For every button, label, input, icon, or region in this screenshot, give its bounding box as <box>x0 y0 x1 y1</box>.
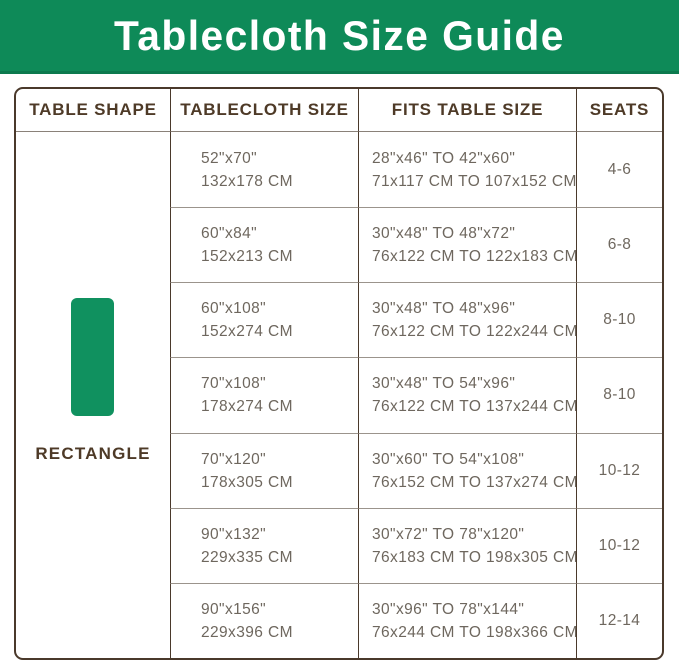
seats-cell <box>576 132 662 207</box>
fits-inches: 30"x48" TO 48"x72" <box>372 225 516 243</box>
tablecloth-size-cell <box>170 357 358 432</box>
fits-inches: 30"x48" TO 48"x96" <box>372 300 516 318</box>
rectangle-shape-icon <box>71 298 114 416</box>
fits-table-size-cell <box>358 508 576 583</box>
fits-inches: 30"x48" TO 54"x96" <box>372 375 516 393</box>
header-table-shape: TABLE SHAPE <box>16 89 170 132</box>
size-inches: 70"x120" <box>201 450 267 468</box>
header-tablecloth-size: TABLECLOTH SIZE <box>170 89 358 132</box>
seats-cell <box>576 357 662 432</box>
seats-cell <box>576 433 662 508</box>
fits-cm: 76x122 CM TO 122x244 CM <box>372 323 578 341</box>
size-cm: 229x396 CM <box>201 623 293 641</box>
fits-cm: 76x122 CM TO 137x244 CM <box>372 398 578 416</box>
fits-inches: 30"x60" TO 54"x108" <box>372 450 525 468</box>
size-cm: 132x178 CM <box>201 172 293 190</box>
seats-value: 8-10 <box>603 311 636 329</box>
size-inches: 60"x84" <box>201 225 258 243</box>
fits-table-size-cell <box>358 282 576 357</box>
tablecloth-size-cell <box>170 583 358 658</box>
seats-cell <box>576 508 662 583</box>
size-cm: 152x274 CM <box>201 323 293 341</box>
tablecloth-size-cell <box>170 433 358 508</box>
seats-value: 6-8 <box>607 236 632 254</box>
seats-cell <box>576 207 662 282</box>
seats-value: 4-6 <box>607 160 632 178</box>
size-guide-table <box>14 87 664 660</box>
size-inches: 52"x70" <box>201 149 258 167</box>
seats-value: 8-10 <box>603 386 636 404</box>
seats-value: 10-12 <box>598 536 641 554</box>
header-fits-table-size: FITS TABLE SIZE <box>358 89 576 132</box>
fits-table-size-cell <box>358 132 576 207</box>
table-shape-cell <box>16 132 170 658</box>
tablecloth-size-cell <box>170 508 358 583</box>
fits-cm: 71x117 CM TO 107x152 CM <box>372 172 577 190</box>
fits-table-size-cell <box>358 357 576 432</box>
fits-table-size-cell <box>358 433 576 508</box>
fits-inches: 30"x96" TO 78"x144" <box>372 600 525 618</box>
shape-label: RECTANGLE <box>35 444 151 463</box>
size-inches: 60"x108" <box>201 300 267 318</box>
size-cm: 178x305 CM <box>201 473 293 491</box>
fits-inches: 28"x46" TO 42"x60" <box>372 149 516 167</box>
seats-value: 12-14 <box>598 611 641 629</box>
tablecloth-size-cell <box>170 207 358 282</box>
fits-table-size-cell <box>358 583 576 658</box>
shape-group <box>35 298 150 464</box>
fits-table-size-cell <box>358 207 576 282</box>
size-inches: 90"x132" <box>201 525 267 543</box>
seats-cell <box>576 583 662 658</box>
seats-cell <box>576 282 662 357</box>
size-cm: 152x213 CM <box>201 248 293 266</box>
tablecloth-size-cell <box>170 132 358 207</box>
size-cm: 229x335 CM <box>201 548 293 566</box>
header-seats: SEATS <box>576 89 662 132</box>
fits-cm: 76x183 CM TO 198x305 CM <box>372 548 578 566</box>
size-inches: 70"x108" <box>201 375 267 393</box>
fits-cm: 76x244 CM TO 198x366 CM <box>372 623 578 641</box>
fits-cm: 76x122 CM TO 122x183 CM <box>372 248 578 266</box>
title-banner <box>0 0 679 74</box>
size-cm: 178x274 CM <box>201 398 293 416</box>
page-title: Tablecloth Size Guide <box>114 11 565 59</box>
fits-cm: 76x152 CM TO 137x274 CM <box>372 473 578 491</box>
seats-value: 10-12 <box>598 461 641 479</box>
fits-inches: 30"x72" TO 78"x120" <box>372 525 525 543</box>
size-inches: 90"x156" <box>201 600 267 618</box>
tablecloth-size-cell <box>170 282 358 357</box>
